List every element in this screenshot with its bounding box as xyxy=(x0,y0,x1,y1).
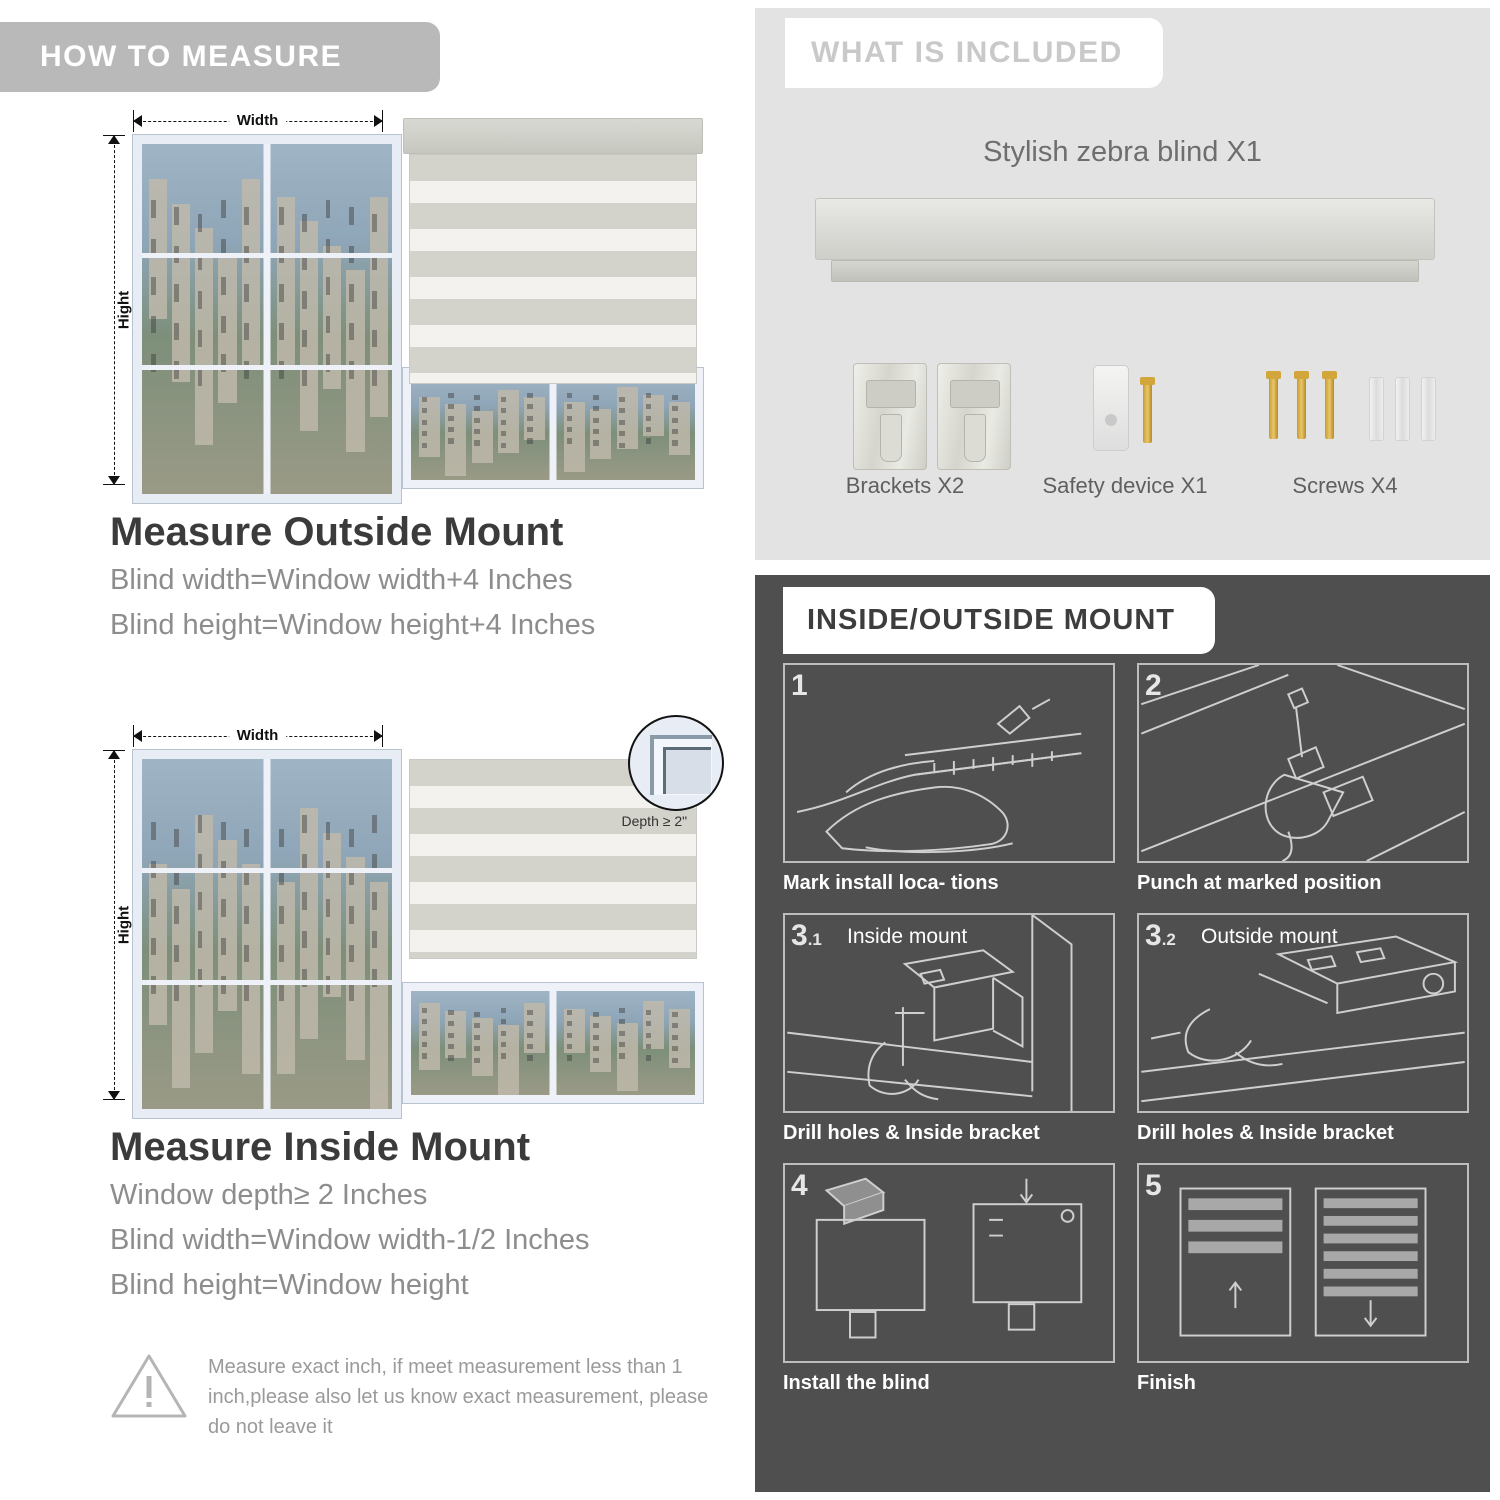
install-blind-icon xyxy=(785,1165,1113,1361)
window-pane xyxy=(556,991,695,1095)
outside-width-label: Width xyxy=(229,112,287,129)
outside-mount-line-1: Blind width=Window width+4 Inches xyxy=(110,564,573,596)
install-step xyxy=(783,1163,1115,1395)
inside-width-label: Width xyxy=(229,727,287,744)
finished-blind-icon xyxy=(1139,1165,1467,1361)
hand-tape-measure-icon xyxy=(785,665,1113,861)
install-step xyxy=(1137,913,1469,1145)
depth-magnifier-icon xyxy=(628,715,724,811)
zebra-fabric xyxy=(409,154,697,384)
install-step xyxy=(1137,1163,1469,1395)
step-number: 3.2 xyxy=(1145,919,1176,952)
warning-text: Measure exact inch, if meet measurement less than 1 inch,please also let us know exact measurement, please do not leave it xyxy=(208,1356,709,1438)
right-column xyxy=(745,0,1500,1500)
inside-mount-diagram xyxy=(28,715,718,1115)
inside-mount-title: Measure Inside Mount xyxy=(110,1125,531,1169)
drill-icon xyxy=(1139,665,1467,861)
included-part xyxy=(795,353,1015,533)
inside-mount-line-2: Blind width=Window width-1/2 Inches xyxy=(110,1223,590,1256)
inside-mount-line-3: Blind height=Window height xyxy=(110,1268,469,1301)
install-step xyxy=(783,913,1115,1145)
included-part xyxy=(1235,353,1455,533)
part-label: Screws X4 xyxy=(1292,473,1398,498)
install-step xyxy=(783,663,1115,895)
install-step xyxy=(1137,663,1469,895)
installation-steps xyxy=(783,663,1469,1395)
window-illustration-outside xyxy=(133,135,401,503)
blind-illustration-outside xyxy=(403,118,703,488)
window-pane xyxy=(142,759,264,1109)
step-caption: Install the blind xyxy=(783,1372,930,1394)
outside-mount-title: Measure Outside Mount xyxy=(110,510,564,554)
included-part xyxy=(1015,353,1235,533)
inside-width-dimension xyxy=(133,725,383,747)
included-main-item: Stylish zebra blind X1 xyxy=(983,136,1262,168)
included-parts-list xyxy=(795,353,1455,533)
step-caption: Punch at marked position xyxy=(1137,872,1382,894)
window-pane xyxy=(411,376,550,480)
window-pane xyxy=(270,144,392,494)
screws-icon xyxy=(1235,353,1455,473)
step-inner-title: Inside mount xyxy=(847,925,968,948)
part-label: Brackets X2 xyxy=(845,473,965,498)
inside-outside-mount-tab: INSIDE/OUTSIDE MOUNT xyxy=(783,587,1215,654)
step-caption: Drill holes & Inside bracket xyxy=(783,1122,1040,1144)
step-caption: Finish xyxy=(1137,1372,1196,1394)
inside-mount-block xyxy=(0,715,745,1305)
safety-device-icon xyxy=(1015,353,1235,473)
step-number: 3.1 xyxy=(791,919,822,952)
outside-width-dimension xyxy=(133,110,383,132)
step-number: 2 xyxy=(1145,669,1162,702)
step-caption: Mark install loca- tions xyxy=(783,872,999,894)
window-illustration-inside xyxy=(133,750,401,1118)
window-behind-blind xyxy=(403,368,703,488)
step-number: 5 xyxy=(1145,1169,1162,1202)
step-number: 1 xyxy=(791,669,808,702)
inside-outside-mount-panel xyxy=(755,575,1490,1492)
step-caption: Drill holes & Inside bracket xyxy=(1137,1122,1394,1144)
warning-triangle-icon xyxy=(110,1352,188,1420)
part-label: Safety device X1 xyxy=(1042,473,1208,498)
how-to-measure-column xyxy=(0,0,745,1500)
outside-height-dimension xyxy=(103,135,133,485)
window-pane xyxy=(270,759,392,1109)
what-is-included-tab: WHAT IS INCLUDED xyxy=(785,18,1163,88)
inside-mount-line-1: Window depth≥ 2 Inches xyxy=(110,1179,428,1211)
bracket-icon xyxy=(795,353,1015,473)
step-inner-title: Outside mount xyxy=(1201,925,1338,948)
how-to-measure-badge: HOW TO MEASURE xyxy=(0,22,440,92)
depth-note: Depth ≥ 2" xyxy=(621,813,688,829)
valance xyxy=(403,118,703,154)
inside-height-dimension xyxy=(103,750,133,1100)
window-pane xyxy=(411,991,550,1095)
outside-mount-diagram xyxy=(28,100,718,500)
outside-height-label: Hight xyxy=(115,285,132,335)
what-is-included-panel xyxy=(755,8,1490,560)
measure-warning xyxy=(110,1352,710,1442)
step-number: 4 xyxy=(791,1169,808,1202)
window-pane xyxy=(142,144,264,494)
window-behind-blind xyxy=(403,983,703,1103)
window-pane xyxy=(556,376,695,480)
zebra-blind-product-image xyxy=(815,198,1435,298)
outside-mount-block xyxy=(0,100,745,645)
outside-mount-line-2: Blind height=Window height+4 Inches xyxy=(110,608,596,641)
inside-height-label: Hight xyxy=(115,900,132,950)
